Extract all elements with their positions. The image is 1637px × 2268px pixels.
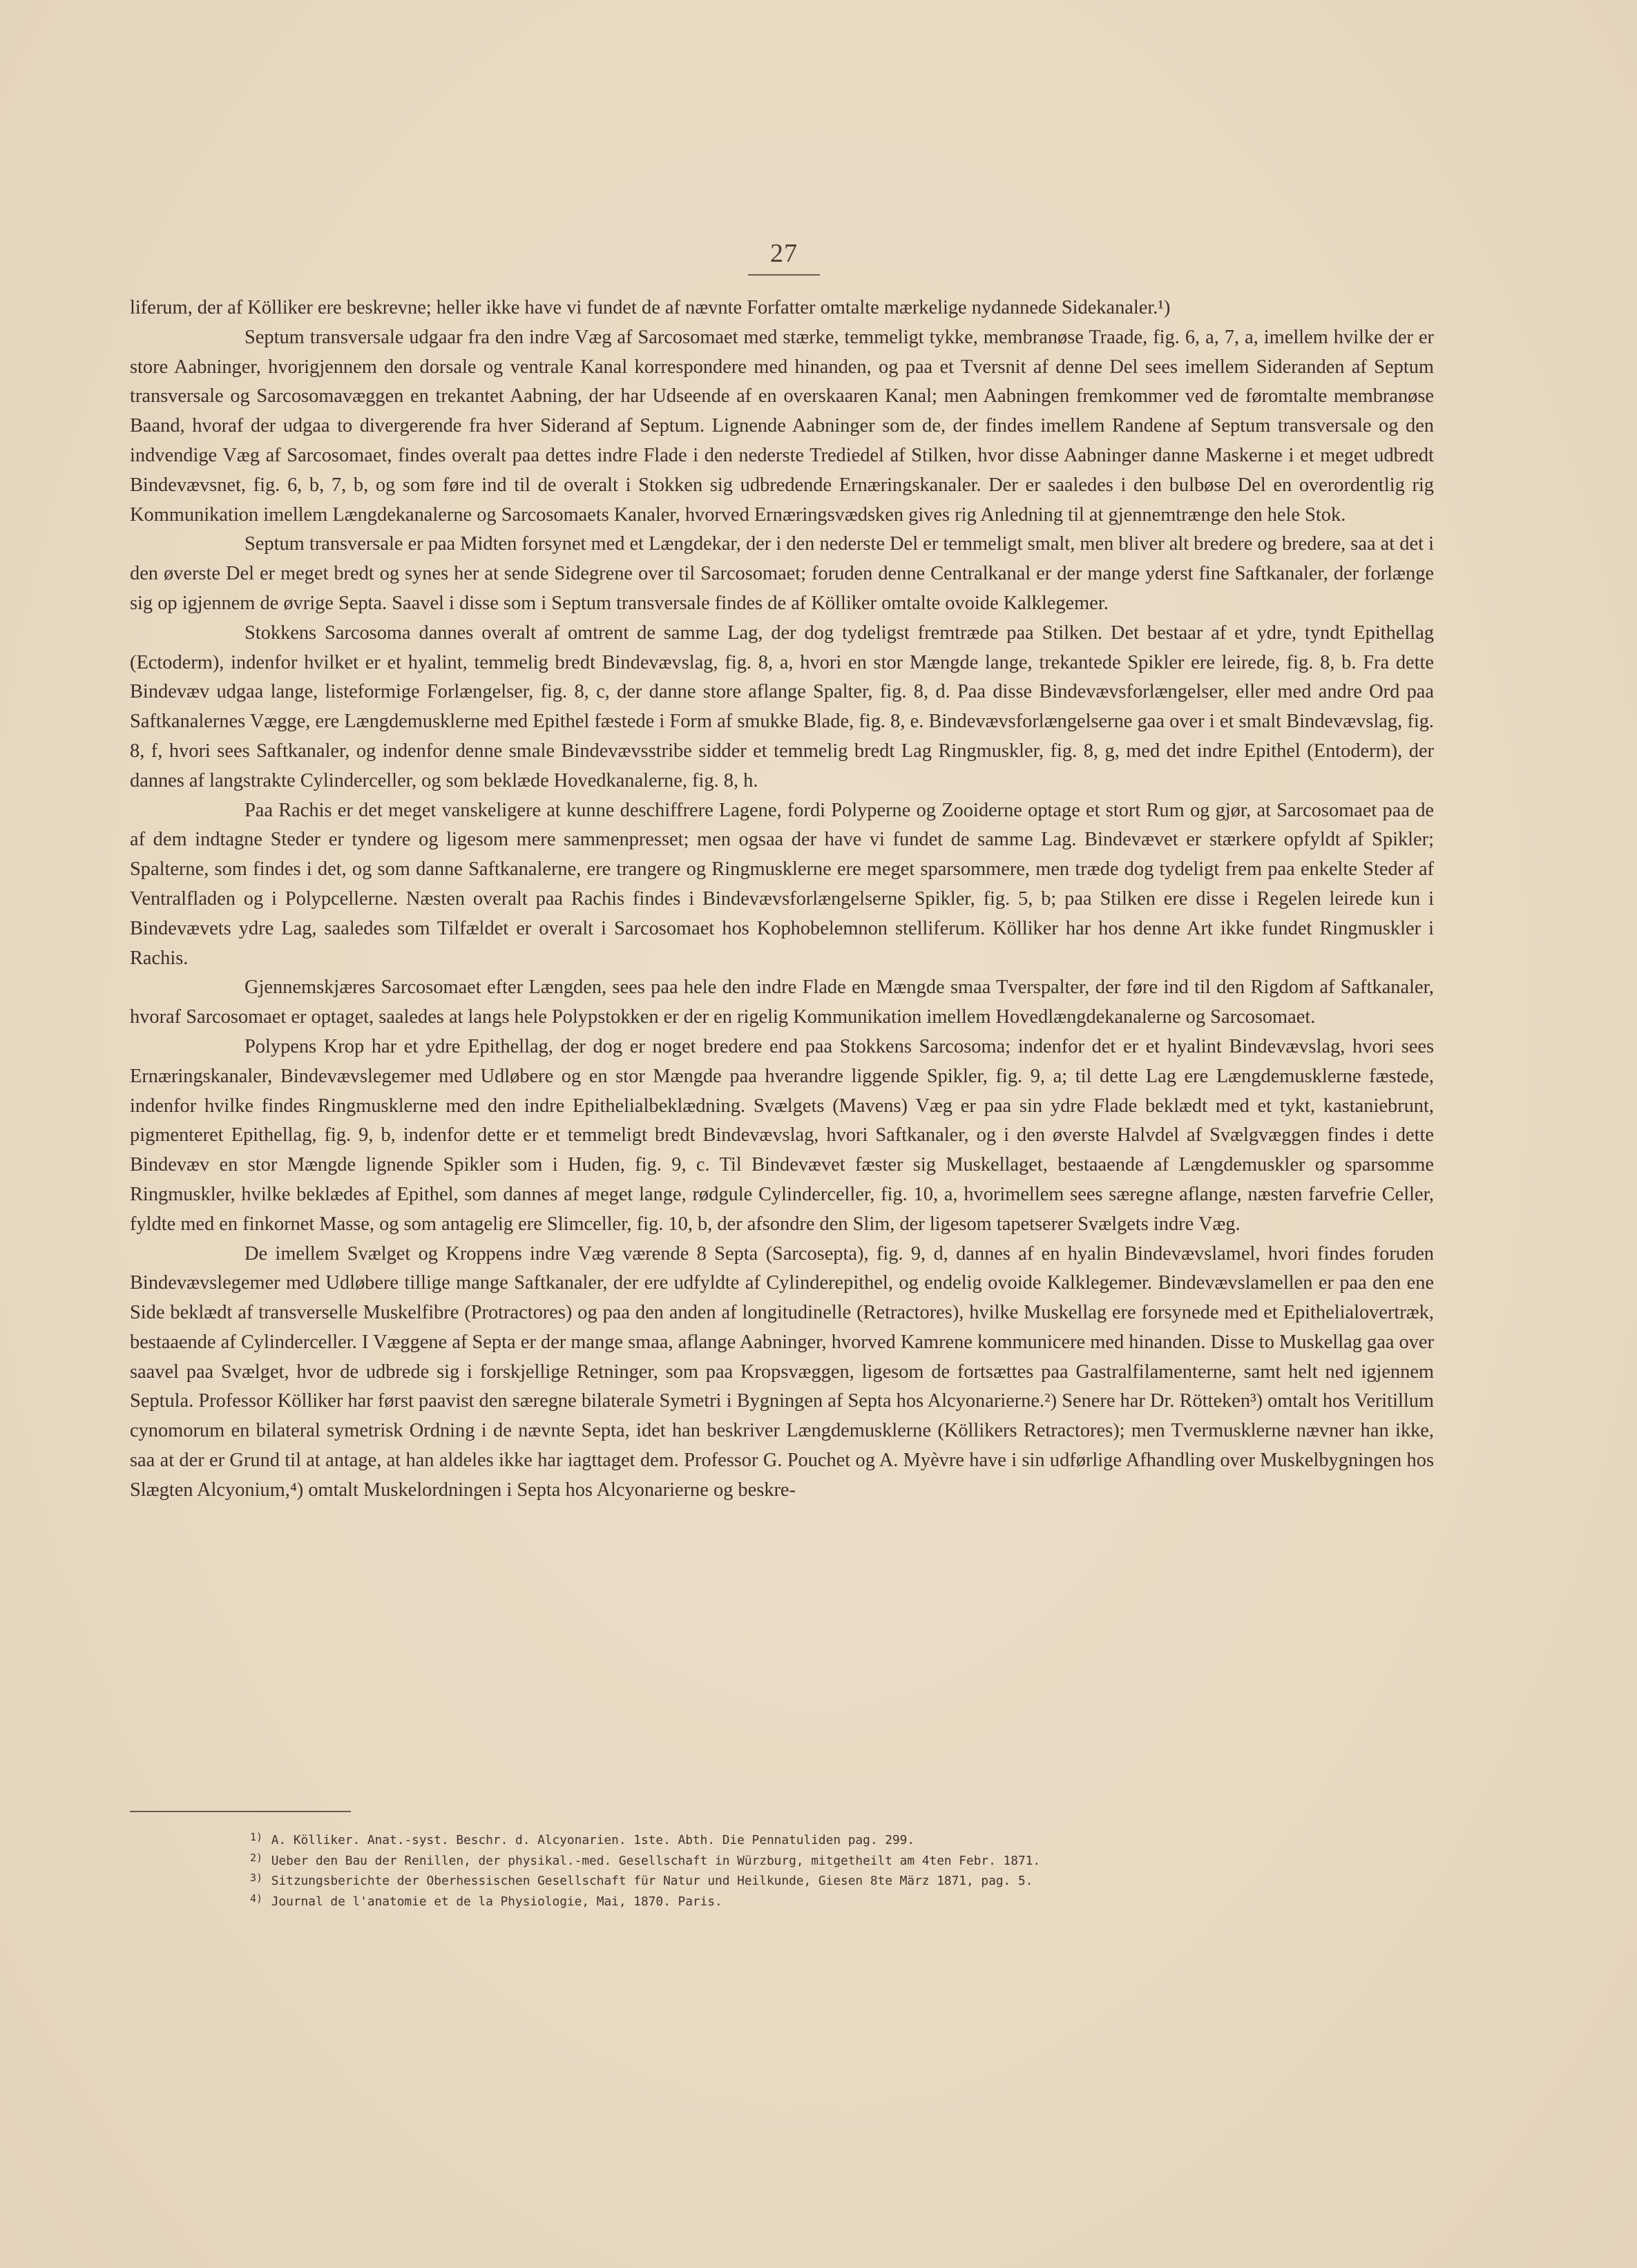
footnote xyxy=(250,1870,1286,1890)
paragraph-continued: liferum, der af Kölliker ere beskrevne; heller ikke have vi fundet de af nævnte Forfatter omtalte mærkelige nydannede Sidekanaler.¹) xyxy=(130,297,1171,318)
footnote-mark: 1) xyxy=(250,1831,263,1843)
footnote-text: Sitzungsberichte der Oberhessischen Gesellschaft für Natur und Heilkunde, Giesen 8te März 1871, pag. 5. xyxy=(271,1874,1033,1888)
footnote xyxy=(250,1890,1286,1911)
paragraph-laengdekar: Septum transversale er paa Midten forsynet med et Længdekar, der i den nederste Del er temmeligt smalt, men bliver alt bredere og bredere, saa at det i den øverste Del er meget bredt og synes her at sende Sidegrene over til Sarcosomaet; foruden denne Centralkanal er der mange yderst fine Saftkanaler, der forlænge sig op igjennem de øvrige Septa. Saavel i disse som i Septum transversale findes de af Kölliker omtalte ovoide Kalklegemer. xyxy=(130,533,1434,614)
footnote xyxy=(250,1849,1286,1870)
footnote xyxy=(250,1829,1286,1849)
footnote-text: Ueber den Bau der Renillen, der physikal.-med. Gesellschaft in Würzburg, mitgetheilt am 4ten Febr. 1871. xyxy=(271,1853,1041,1868)
paragraph-gjennemskjaeres: Gjennemskjæres Sarcosomaet efter Længden, sees paa hele den indre Flade en Mængde smaa Tverspalter, der føre ind til den Rigdom af Saftkanaler, hvoraf Sarcosomaet er optaget, saaledes at langs hele Polypstokken er der en rigelig Kommunikation imellem Hovedlængdekanalerne og Sarcosomaet. xyxy=(130,977,1434,1028)
footnote-mark: 3) xyxy=(250,1872,263,1884)
footnote-rule xyxy=(130,1811,351,1812)
paragraph-septum-transversale: Septum transversale udgaar fra den indre Væg af Sarcosomaet med stærke, temmeligt tykke, membranøse Traade, fig. 6, a, 7, a, imellem hvilke der er store Aabninger, hvorigjennem den dorsale og ventrale Kanal korrespondere med hinanden, og paa et Tversnit af denne Del sees imellem Sideranden af Septum transversale og Sarcosomavæggen en trekantet Aabning, der har Udseende af en overskaaren Kanal; men Aabningen fremkommer ved de føromtalte membranøse Baand, hvoraf der udgaa to divergerende fra hver Siderand af Septum. Lignende Aabninger som de, der findes imellem Randene af Septum transversale og den indvendige Væg af Sarcosomaet, findes overalt paa dettes indre Flade i den nederste Trediedel af Stilken, hvor disse Aabninger danne Maskerne i et meget udbredt Bindevævsnet, fig. 6, b, 7, b, og som føre ind til de overalt i Stokken sig udbredende Ernæringskanaler. Der er saaledes i den bulbøse Del en overordentlig rig Kommunikation imellem Længdekanalerne og Sarcosomaets Kanaler, hvorved Ernæringsvædsken gives rig Anledning til at gjennemtrænge den hele Stok. xyxy=(130,326,1434,526)
paragraph-rachis: Paa Rachis er det meget vanskeligere at kunne deschiffrere Lagene, fordi Polyperne og Zooiderne optage et stort Rum og gjør, at Sarcosomaet paa de af dem indtagne Steder er tyndere og ligesom mere sammenpresset; men ogsaa der have vi fundet de samme Lag. Bindevævet er stærkere opfyldt af Spikler; Spalterne, som findes i det, og som danne Saftkanalerne, ere trangere og Ringmusklerne ere meget sparsommere, men træde dog tydeligt frem paa enkelte Steder af Ventralfladen og i Polypcellerne. Næsten overalt paa Rachis findes i Bindevævsforlængelserne Spikler, fig. 5, b; paa Stilken ere disse i Regelen leirede kun i Bindevævets ydre Lag, saaledes som Tilfældet er overalt i Sarcosomaet hos Kophobelemnon stelliferum. Kölliker har hos denne Art ikke fundet Ringmuskler i Rachis. xyxy=(130,799,1434,969)
paragraph-polypens-krop: Polypens Krop har et ydre Epithellag, der dog er noget bredere end paa Stokkens Sarcosoma; indenfor det er et hyalint Bindevævslag, hvori sees Ernæringskanaler, Bindevævslegemer med Udløbere og en stor Mængde paa hverandre liggende Spikler, fig. 9, a; til dette Lag ere Længdemusklerne fæstede, indenfor hvilke findes Ringmusklerne med den indre Epithelialbeklædning. Svælgets (Mavens) Væg er paa sin ydre Flade beklædt med et tykt, kastaniebrunt, pigmenteret Epithellag, fig. 9, b, indenfor dette er et temmeligt bredt Bindevævslag, hvori Saftkanaler, og i den øverste Halvdel af Svælgvæggen findes i dette Bindevæv en stor Mængde lignende Spikler som i Huden, fig. 9, c. Til Bindevævet fæster sig Muskellaget, bestaaende af Længdemuskler og sparsomme Ringmuskler, hvilke beklædes af Epithel, som dannes af meget lange, rødgule Cylinderceller, fig. 10, a, hvorimellem sees særegne aflange, næsten farvefrie Celler, fyldte med en finkornet Masse, og som antagelig ere Slimceller, fig. 10, b, der afsondre den Slim, der ligesom tapetserer Svælgets indre Væg. xyxy=(130,1035,1434,1235)
footnote-mark: 4) xyxy=(250,1892,263,1905)
footnote-mark: 2) xyxy=(250,1851,263,1864)
footnote-text: A. Kölliker. Anat.-syst. Beschr. d. Alcyonarien. 1ste. Abth. Die Pennatuliden pag. 299. xyxy=(271,1833,915,1847)
page-header xyxy=(732,238,836,276)
paragraph-stokkens-sarcosoma: Stokkens Sarcosoma dannes overalt af omtrent de samme Lag, der dog tydeligst fremtræde paa Stilken. Det bestaar af et ydre, tyndt Epithellag (Ectoderm), indenfor hvilket er et hyalint, temmelig bredt Bindevævslag, fig. 8, a, hvori en stor Mængde lange, trekantede Spikler ere leirede, fig. 8, b. Fra dette Bindevæv udgaa lange, listeformige Forlængelser, fig. 8, c, der danne store aflange Spalter, fig. 8, d. Paa disse Bindevævsforlængelser, eller med andre Ord paa Saftkanalernes Vægge, ere Længdemusklerne med Epithel fæstede i Form af smukke Blade, fig. 8, e. Bindevævsforlængelserne gaa over i et smalt Bindevævslag, fig. 8, f, hvori sees Saftkanaler, og indenfor denne smale Bindevævsstribe sidder et temmelig bredt Lag Ringmuskler, fig. 8, g, med det indre Epithel (Entoderm), der dannes af langstrakte Cylinderceller, og som beklæde Hovedkanalerne, fig. 8, h. xyxy=(130,622,1434,791)
body-text xyxy=(130,294,1434,1506)
page-number: 27 xyxy=(770,239,798,268)
footnote-text: Journal de l'anatomie et de la Physiologie, Mai, 1870. Paris. xyxy=(271,1894,722,1909)
header-rule xyxy=(748,274,820,276)
paragraph-septa: De imellem Svælget og Kroppens indre Væg værende 8 Septa (Sarcosepta), fig. 9, d, dannes af en hyalin Bindevævslamel, hvori findes foruden Bindevævslegemer med Udløbere tillige mange Saftkanaler, der ere udfyldte af Cylinderepithel, og endelig ovoide Kalklegemer. Bindevævslamellen er paa den ene Side beklædt af transverselle Muskelfibre (Protractores) og paa den anden af longitudinelle (Retractores), hvilke Muskellag ere forsynede med et Epithelialovertræk, bestaaende af Cylinderceller. I Væggene af Septa er der mange smaa, aflange Aabninger, hvorved Kamrene kommunicere med hinanden. Disse to Muskellag gaa over saavel paa Svælget, hvor de udbrede sig i forskjellige Retninger, som paa Kropsvæggen, ligesom de fortsættes paa Gastralfilamenterne, samt helt ned igjennem Septula. Professor Kölliker har først paavist den særegne bilaterale Symetri i Bygningen af Septa hos Alcyonarierne.²) Senere har Dr. Rötteken³) omtalt hos Veritillum cynomorum en bilateral symetrisk Ordning i de nævnte Septa, idet han beskriver Længdemusklerne (Köllikers Retractores); men Tvermusklerne nævner han ikke, saa at der er Grund til at antage, at han aldeles ikke har iagttaget dem. Professor G. Pouchet og A. Myèvre have i sin udførlige Afhandling over Muskelbygningen hos Slægten Alcyonium,⁴) omtalt Muskelordningen i Septa hos Alcyonarierne og beskre- xyxy=(130,1242,1434,1501)
footnotes xyxy=(250,1829,1286,1910)
